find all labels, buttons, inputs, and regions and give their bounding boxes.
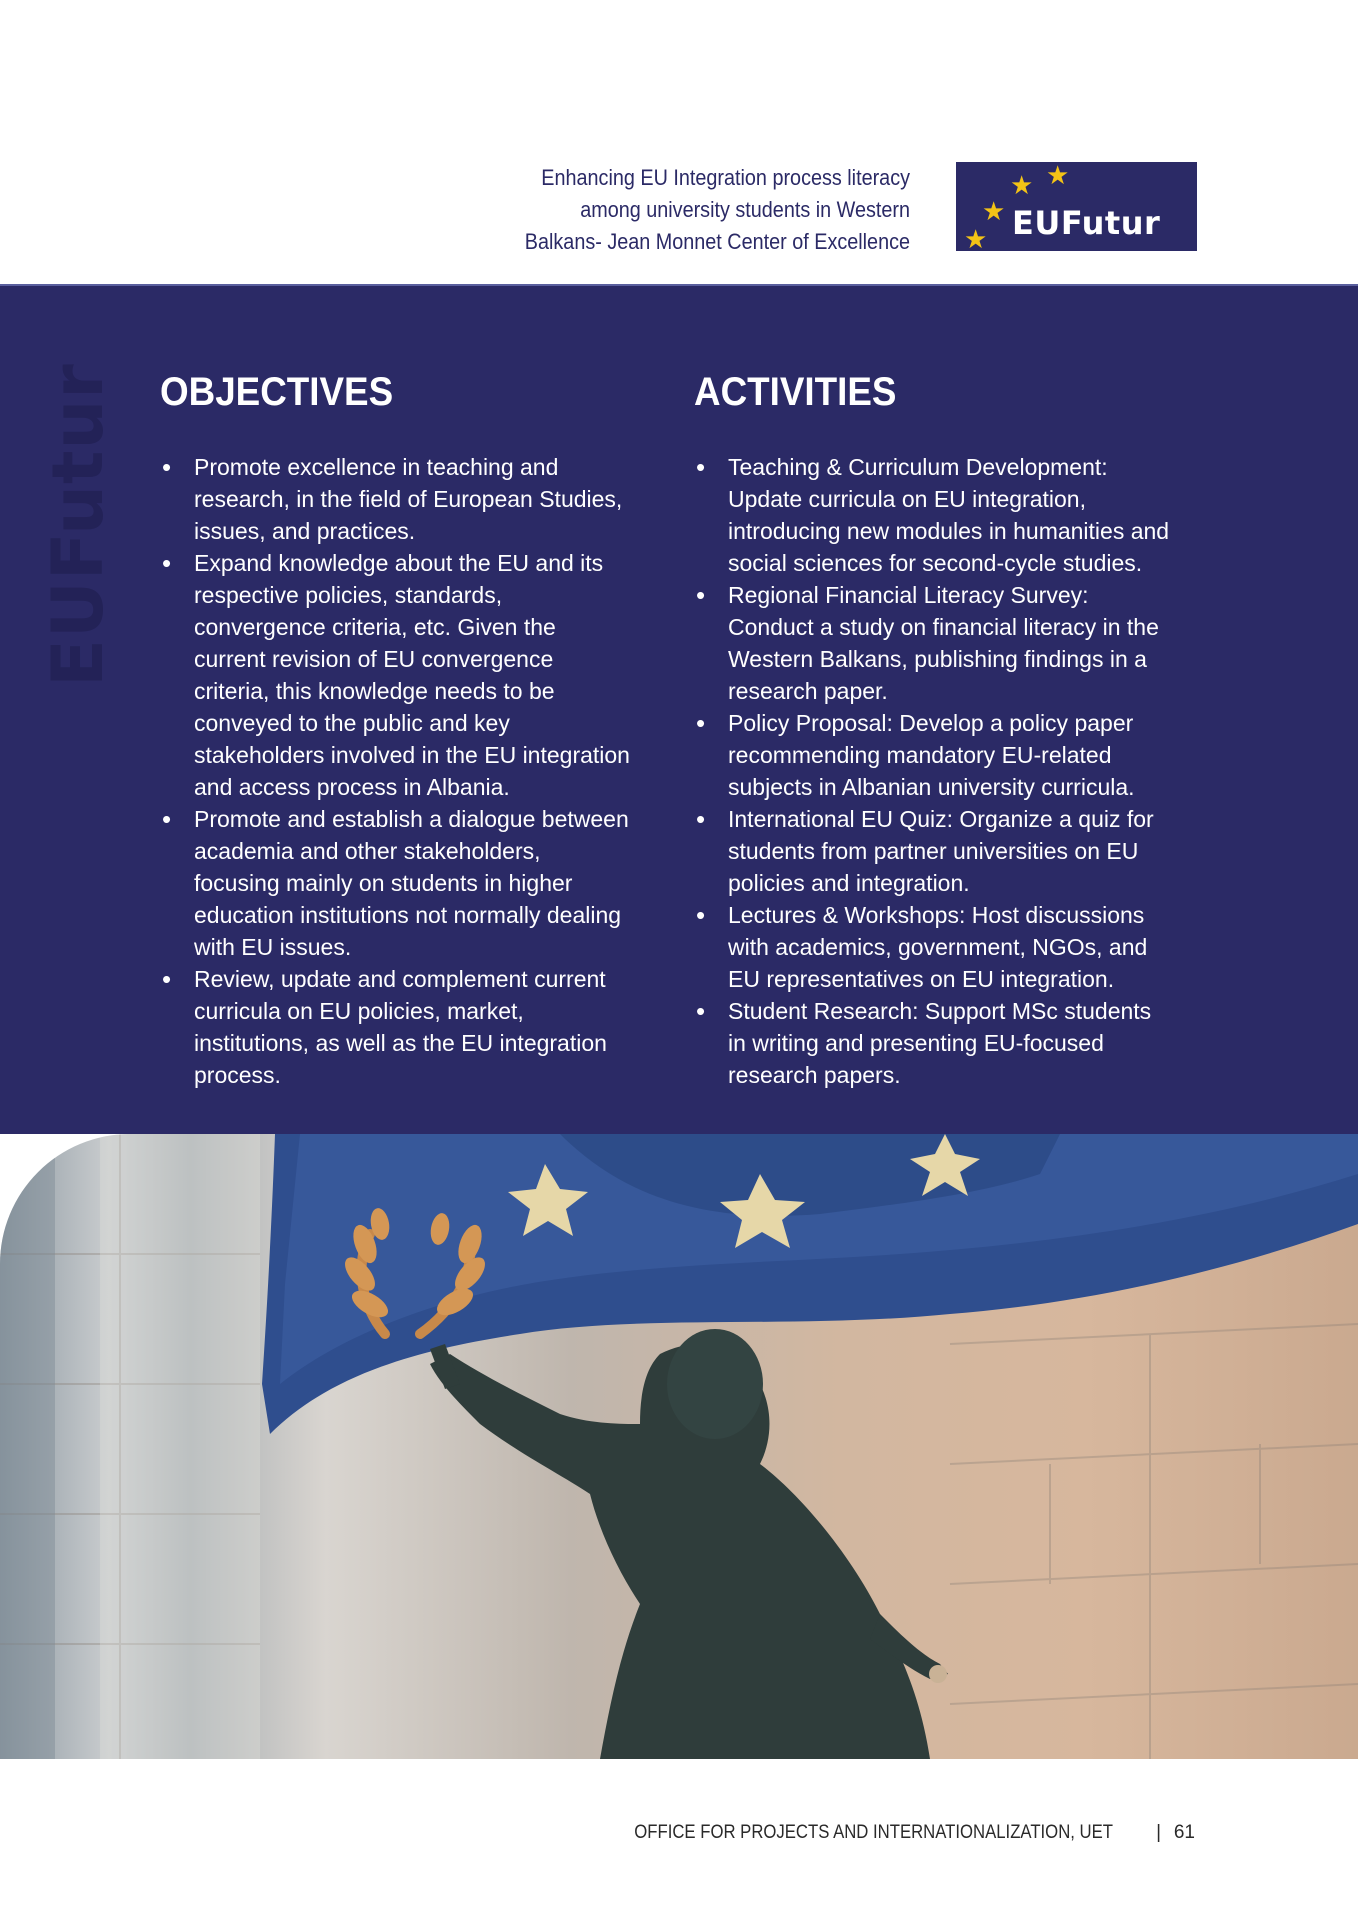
activities-section bbox=[694, 370, 1174, 1091]
list-item: • Review, update and complement current curricula on EU policies, market, institutions, as well as the EU integration process. bbox=[160, 963, 630, 1091]
objectives-section bbox=[160, 370, 630, 1091]
list-item: • Promote and establish a dialogue between academia and other stakeholders, focusing mainly on students in higher education institutions not normally dealing with EU issues. bbox=[160, 803, 630, 963]
list-item: • Student Research: Support MSc students in writing and presenting EU-focused research papers. bbox=[694, 995, 1174, 1091]
list-item: • Policy Proposal: Develop a policy paper recommending mandatory EU-related subjects in Albanian university curricula. bbox=[694, 707, 1174, 803]
page-footer bbox=[600, 1819, 1197, 1849]
logo-text: EUFutur bbox=[1012, 204, 1161, 242]
header-title-line: among university students in Western bbox=[580, 197, 910, 222]
list-item: • Regional Financial Literacy Survey: Conduct a study on financial literacy in the Western Balkans, publishing findings in a research paper. bbox=[694, 579, 1174, 707]
list-item: • Teaching & Curriculum Development: Update curricula on EU integration, introducing new modules in humanities and social sciences for second-cycle studies. bbox=[694, 451, 1174, 579]
star-icon: ★ bbox=[964, 224, 988, 251]
objectives-heading: OBJECTIVES bbox=[160, 370, 394, 414]
header-title-line: Balkans- Jean Monnet Center of Excellence bbox=[524, 229, 910, 254]
star-icon: ★ bbox=[1046, 162, 1070, 190]
star-icon: ★ bbox=[982, 196, 1006, 226]
list-item: • Lectures & Workshops: Host discussions with academics, government, NGOs, and EU representatives on EU integration. bbox=[694, 899, 1174, 995]
activities-heading: ACTIVITIES bbox=[694, 370, 897, 414]
objectives-list bbox=[160, 451, 630, 1091]
side-label: EUFutur bbox=[37, 363, 119, 687]
page-number: 61 bbox=[1173, 1822, 1195, 1843]
eufutur-logo bbox=[956, 162, 1197, 251]
star-icon: ★ bbox=[1010, 170, 1034, 200]
header-title bbox=[442, 162, 910, 258]
footer-separator: | bbox=[1156, 1822, 1161, 1843]
activities-list bbox=[694, 451, 1174, 1091]
eu-flag-statue-photo bbox=[0, 1134, 1358, 1759]
footer-organization: OFFICE FOR PROJECTS AND INTERNATIONALIZATION, UET bbox=[634, 1822, 1113, 1843]
list-item: • Expand knowledge about the EU and its respective policies, standards, convergence criteria, etc. Given the current revision of EU convergence criteria, this knowledge needs to be conveyed to the public and key stakeholders involved in the EU integration and access process in Albania. bbox=[160, 547, 630, 803]
list-item: • International EU Quiz: Organize a quiz for students from partner universities on EU policies and integration. bbox=[694, 803, 1174, 899]
list-item: • Promote excellence in teaching and research, in the field of European Studies, issues, and practices. bbox=[160, 451, 630, 547]
header-title-line: Enhancing EU Integration process literacy bbox=[541, 165, 910, 190]
